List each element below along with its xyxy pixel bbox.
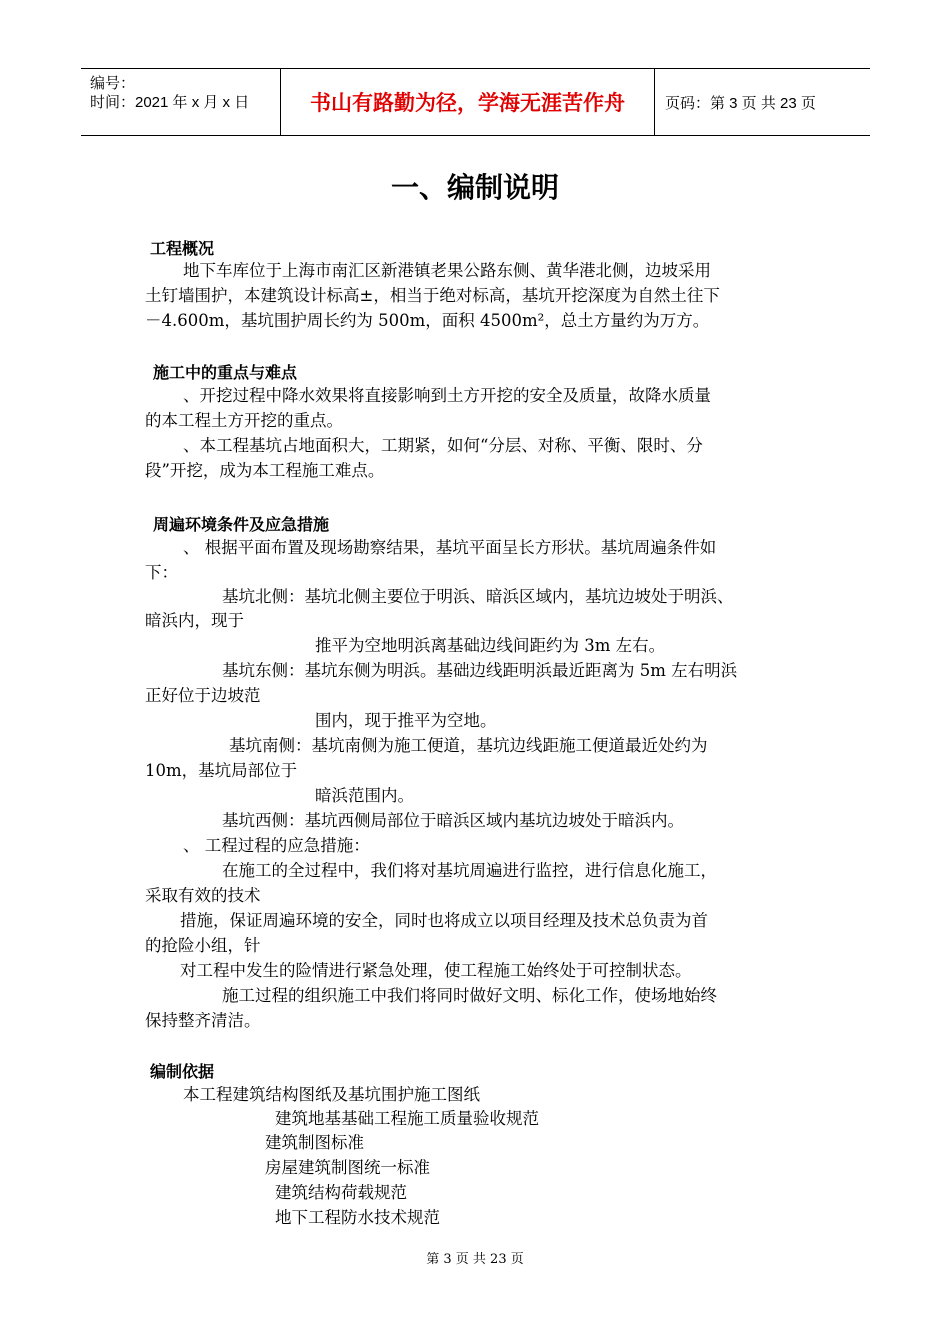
section-heading-basis: 编制依据 [150, 1062, 215, 1081]
page-title: 一、编制说明 [390, 171, 559, 204]
header-motto: 书山有路勤为径，学海无涯苦作舟 [281, 69, 655, 135]
paragraph-line: 采取有效的技术 [145, 886, 261, 905]
document-number-label: 编号： [90, 75, 136, 92]
paragraph-line: 措施，保证周遍环境的安全，同时也将成立以项目经理及技术总负责为首 [180, 911, 708, 930]
paragraph-line: 暗浜范围内。 [315, 786, 414, 805]
paragraph-line: 、 工程过程的应急措施： [183, 836, 370, 855]
paragraph-line: 建筑制图标准 [265, 1133, 364, 1152]
paragraph-line: 土钉墙围护，本建筑设计标高±，相当于绝对标高，基坑开挖深度为自然土往下 [145, 286, 720, 305]
paragraph-line: 房屋建筑制图统一标准 [265, 1158, 430, 1177]
paragraph-line: 保持整齐清洁。 [145, 1011, 261, 1030]
paragraph-line: 正好位于边坡范 [145, 686, 261, 705]
paragraph-line: 建筑结构荷载规范 [275, 1183, 407, 1202]
paragraph-line: 、 根据平面布置及现场勘察结果，基坑平面呈长方形状。基坑周遍条件如 [183, 538, 717, 557]
header-meta [81, 69, 281, 135]
header-page-number: 页码：第 3 页 共 23 页 [665, 94, 816, 112]
paragraph-line: 基坑北侧：基坑北侧主要位于明浜、暗浜区域内，基坑边坡处于明浜、 [222, 587, 734, 606]
paragraph-line: 本工程建筑结构图纸及基坑围护施工图纸 [183, 1085, 480, 1104]
paragraph-line: 、本工程基坑占地面积大，工期紧，如何“分层、对称、平衡、限时、分 [183, 436, 703, 455]
header-table [81, 68, 870, 136]
section-heading-key-points: 施工中的重点与难点 [153, 363, 298, 382]
paragraph-line: 下： [145, 563, 178, 582]
paragraph-line: 的抢险小组，针 [145, 936, 261, 955]
paragraph-line: 建筑地基基础工程施工质量验收规范 [275, 1109, 539, 1128]
paragraph-line: 推平为空地明浜离基础边线间距约为 3m 左右。 [315, 636, 666, 655]
paragraph-line: 地下工程防水技术规范 [275, 1208, 440, 1227]
paragraph-line: 的本工程土方开挖的重点。 [145, 411, 343, 430]
paragraph-line: 段”开挖，成为本工程施工难点。 [145, 461, 385, 480]
section-heading-overview: 工程概况 [150, 239, 215, 258]
paragraph-line: 、开挖过程中降水效果将直接影响到土方开挖的安全及质量，故降水质量 [183, 386, 711, 405]
paragraph-line: 基坑东侧：基坑东侧为明浜。基础边线距明浜最近距离为 5m 左右明浜 [222, 661, 738, 680]
paragraph-line: 围内，现于推平为空地。 [315, 711, 497, 730]
paragraph-line: －4.600m，基坑围护周长约为 500m，面积 4500m²，总土方量约为万方。 [145, 311, 710, 330]
document-date: 时间：2021 年 x 月 x 日 [90, 94, 250, 111]
paragraph-line: 在施工的全过程中，我们将对基坑周遍进行监控，进行信息化施工， [222, 861, 717, 880]
section-heading-environment: 周遍环境条件及应急措施 [153, 515, 330, 534]
paragraph-line: 暗浜内，现于 [145, 611, 244, 630]
paragraph-line: 基坑西侧：基坑西侧局部位于暗浜区域内基坑边坡处于暗浜内。 [222, 811, 684, 830]
paragraph-line: 基坑南侧：基坑南侧为施工便道，基坑边线距施工便道最近处约为 [229, 736, 708, 755]
paragraph-line: 10m，基坑局部位于 [145, 761, 298, 780]
paragraph-line: 地下车库位于上海市南汇区新港镇老果公路东侧、黄华港北侧，边坡采用 [183, 261, 711, 280]
paragraph-line: 对工程中发生的险情进行紧急处理，使工程施工始终处于可控制状态。 [180, 961, 692, 980]
paragraph-line: 施工过程的组织施工中我们将同时做好文明、标化工作，使场地始终 [222, 986, 717, 1005]
page-footer: 第 3 页 共 23 页 [426, 1252, 524, 1267]
